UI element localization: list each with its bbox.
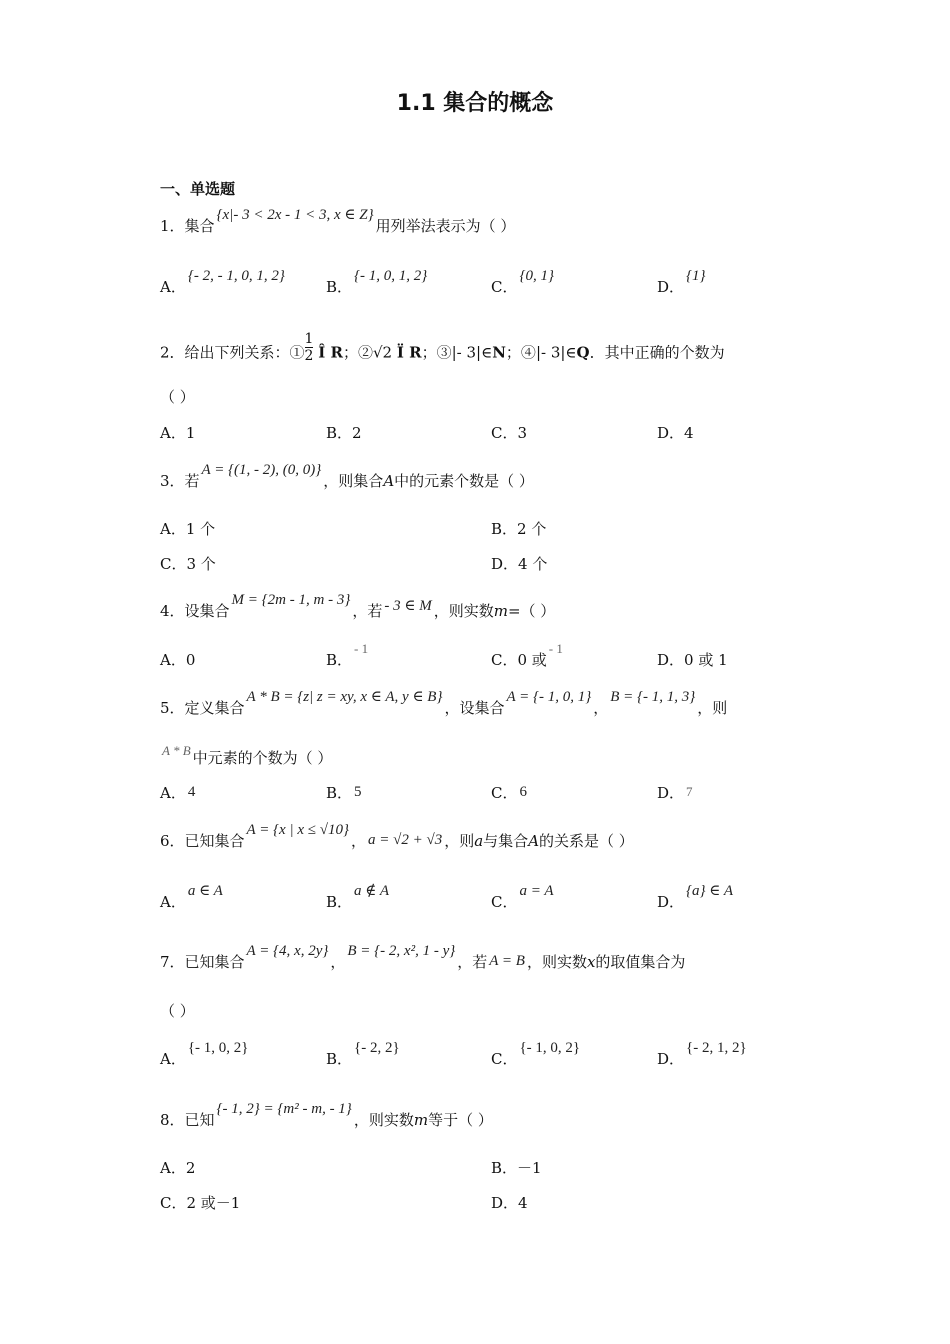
page-title: 1.1 集合的概念 bbox=[396, 91, 554, 116]
q6-option-a[interactable]: A．a ∈ A bbox=[160, 883, 223, 911]
q2-option-c[interactable]: C．3 bbox=[491, 424, 528, 442]
q6-option-c[interactable]: C．a = A bbox=[491, 883, 554, 911]
q1-option-b[interactable]: B．{- 1, 0, 1, 2} bbox=[326, 268, 428, 296]
q4-option-c[interactable]: C．0 或- 1 bbox=[491, 641, 563, 669]
q5-option-b[interactable]: B． 5 bbox=[326, 784, 362, 802]
q1-option-a[interactable]: A．{- 2, - 1, 0, 1, 2} bbox=[160, 268, 285, 296]
q1-tail: 用列举法表示为（ ） bbox=[375, 217, 516, 235]
q7-paren: （ ） bbox=[160, 1002, 195, 1020]
q1-expr: {x|- 3 < 2x - 1 < 3, x ∈ Z} bbox=[216, 207, 374, 223]
q2-option-d[interactable]: D．4 bbox=[657, 424, 694, 442]
question-3: 3．若A = {(1, - 2), (0, 0)}，则集合A中的元素个数是（ ） bbox=[160, 462, 534, 490]
q5-option-a[interactable]: A． 4 bbox=[160, 784, 196, 802]
q2-paren: （ ） bbox=[160, 388, 195, 406]
q5-option-d[interactable]: D． 7 bbox=[657, 784, 693, 802]
q7-option-a[interactable]: A．{- 1, 0, 2} bbox=[160, 1040, 249, 1068]
q3-option-a[interactable]: A．1 个 bbox=[160, 520, 216, 538]
q2-option-a[interactable]: A．1 bbox=[160, 424, 196, 442]
q4-option-b[interactable]: B．- 1 bbox=[326, 641, 369, 669]
q1-option-c[interactable]: C．{0, 1} bbox=[491, 268, 554, 296]
q3-option-c[interactable]: C．3 个 bbox=[160, 555, 216, 573]
question-8: 8．已知{- 1, 2} = {m² - m, - 1}，则实数m等于（ ） bbox=[160, 1101, 493, 1129]
question-4: 4．设集合M = {2m - 1, m - 3}，若 - 3 ∈ M ，则实数m=（ ） bbox=[160, 592, 556, 620]
question-6: 6．已知集合A = {x | x ≤ √10}， a = √2 + √3 ，则a与集合A的关系是（ ） bbox=[160, 822, 634, 850]
q2-option-b[interactable]: B．2 bbox=[326, 424, 362, 442]
q3-option-d[interactable]: D．4 个 bbox=[491, 555, 548, 573]
question-5-line2: A * B 中元素的个数为（ ） bbox=[162, 743, 333, 767]
q4-option-d[interactable]: D．0 或 1 bbox=[657, 651, 728, 669]
question-1 bbox=[160, 207, 516, 236]
q6-option-d[interactable]: D．{a} ∈ A bbox=[657, 883, 734, 911]
q5-option-c[interactable]: C． 6 bbox=[491, 784, 527, 802]
q8-option-a[interactable]: A．2 bbox=[160, 1159, 196, 1177]
section-heading: 一、单选题 bbox=[160, 180, 236, 198]
q1-option-d[interactable]: D．{1} bbox=[657, 268, 706, 296]
q8-option-d[interactable]: D．4 bbox=[491, 1194, 528, 1212]
question-7: 7．已知集合A = {4, x, 2y}，B = {- 2, x², 1 - y}，若 A = B ，则实数x的取值集合为 bbox=[160, 943, 686, 971]
q7-option-b[interactable]: B．{- 2, 2} bbox=[326, 1040, 400, 1068]
q4-option-a[interactable]: A．0 bbox=[160, 651, 196, 669]
q2-fraction: $\frac{1}{2}$ bbox=[304, 331, 314, 364]
q3-option-b[interactable]: B．2 个 bbox=[491, 520, 547, 538]
q6-option-b[interactable]: B．a ∉ A bbox=[326, 883, 390, 911]
q8-option-c[interactable]: C．2 或－1 bbox=[160, 1194, 241, 1212]
question-2: 2．给出下列关系：① $\frac{1}{2}$ Î R；②√2 Ï R；③|- 3|∈N；④|- 3|∈Q．其中正确的个数为 bbox=[160, 331, 725, 364]
q8-option-b[interactable]: B．－1 bbox=[491, 1159, 542, 1177]
q1-number: 1．集合 bbox=[160, 217, 215, 235]
q7-option-d[interactable]: D．{- 2, 1, 2} bbox=[657, 1040, 747, 1068]
q7-option-c[interactable]: C．{- 1, 0, 2} bbox=[491, 1040, 581, 1068]
question-5: 5．定义集合A * B = {z| z = xy, x ∈ A, y ∈ B}，设集合A = {- 1, 0, 1}，B = {- 1, 1, 3}，则 bbox=[160, 689, 728, 717]
